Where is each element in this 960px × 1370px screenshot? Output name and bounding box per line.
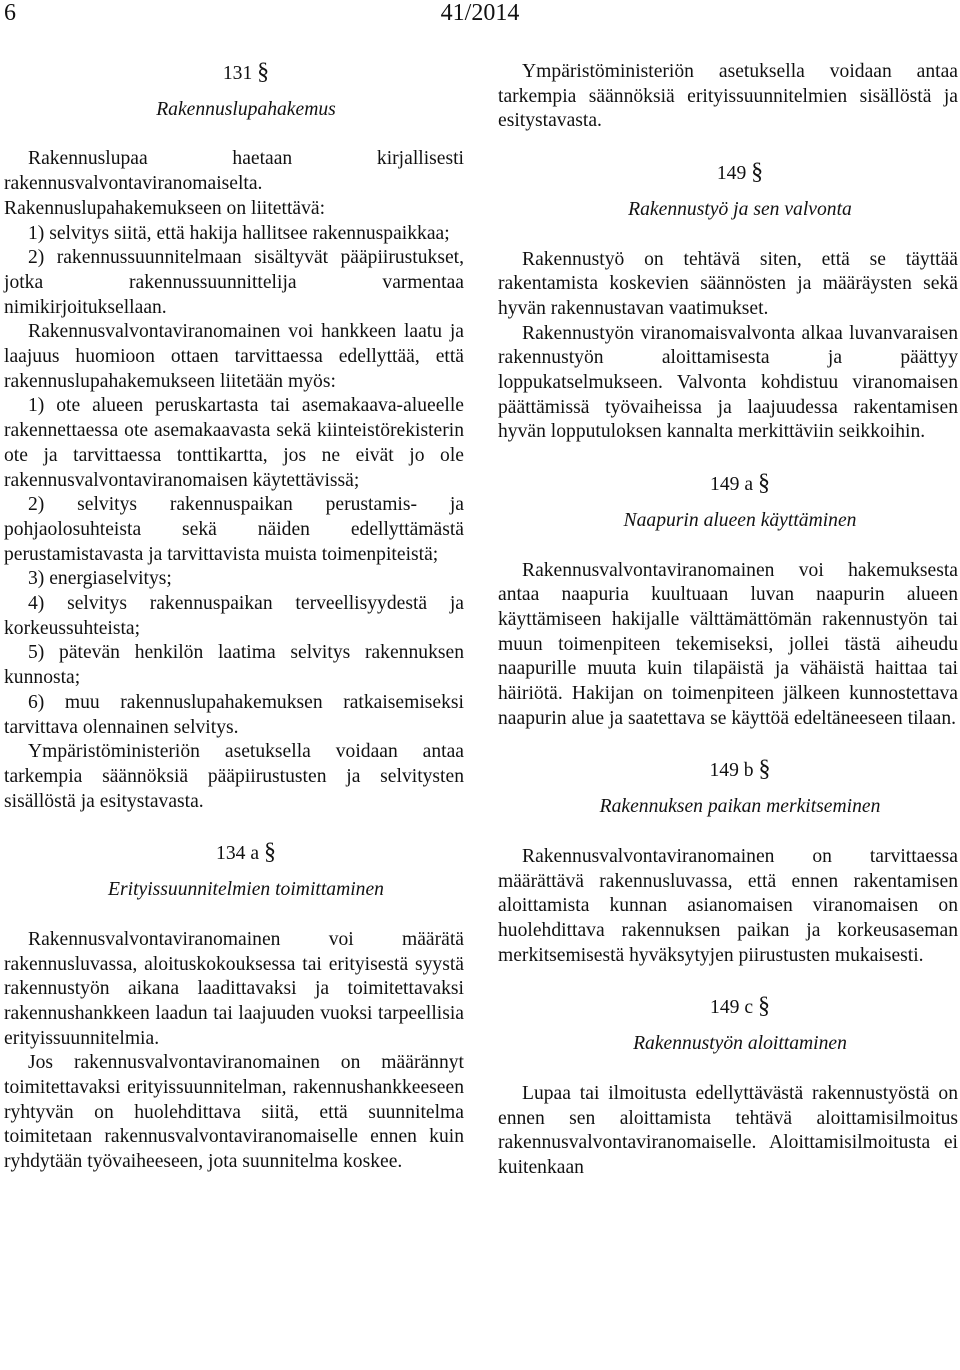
paragraph: Rakennustyön viranomaisvalvonta alkaa luvanvaraisen rakennustyön aloittamisesta ja päättyy loppukatselmukseen. Valvonta kohdistuu viranomaisen päättämissä työvaiheissa ja laajuudessa rakentamisen hyvän lopputuloksen kannalta merkittäviin seikkoihin. xyxy=(498,322,958,443)
section-number: 134 a § xyxy=(216,839,276,866)
paragraph: Rakennuslupaa haetaan kirjallisesti rakennusvalvontaviranomaiselta. Rakennuslupahakemukseen on liitettävä: xyxy=(4,148,464,219)
paragraph: Rakennustyö on tehtävä siten, että se täyttää rakentamista koskevien säännösten ja määräysten sekä hyvän rakennustavan vaatimukset. xyxy=(498,248,958,319)
section-sign-icon: § xyxy=(757,993,770,1020)
section-sign-icon: § xyxy=(263,839,276,866)
section-title: Naapurin alueen käyttäminen xyxy=(623,509,857,531)
list-item: 1) selvitys siitä, että hakija hallitsee rakennuspaikkaa; xyxy=(28,222,450,244)
paragraph: Ympäristöministeriön asetuksella voidaan antaa tarkempia säännöksiä erityissuunnitelmien sisällöstä ja esitystavasta. xyxy=(498,61,958,132)
section-title: Rakennuksen paikan merkitseminen xyxy=(599,796,881,818)
page-number: 6 xyxy=(4,0,16,26)
paragraph: Lupaa tai ilmoitusta edellyttävästä rakennustyöstä on ennen sen aloittamista tehtävä aloittamisilmoitus rakennusvalvontaviranomaiselle. Aloittamisilmoitusta ei kuitenkaan xyxy=(498,1082,958,1178)
list-item: 5) pätevän henkilön laatima selvitys rakennuksen kunnosta; xyxy=(4,642,464,689)
list-item: 4) selvitys rakennuspaikan terveellisyydestä ja korkeussuhteista; xyxy=(4,593,464,639)
section-sign-icon: § xyxy=(758,756,771,783)
paragraph: Ympäristöministeriön asetuksella voidaan antaa tarkempia säännöksiä pääpiirustusten ja selvitysten sisällöstä ja esitystavasta. xyxy=(4,741,464,812)
section-number: 149 § xyxy=(716,159,764,186)
paragraph: Rakennusvalvontaviranomainen voi hakemuksesta antaa naapuria kuultuaan luvan naapurin alueen käyttämiseen hakijalle välttämättömän rakennustyön tai muun toimenpiteen tekemiseksi, jollei tästä aiheudu naapurille muuta kuin tilapäistä ja vähäistä haittaa tai häiriötä. Hakijan on toimenpiteen jälkeen kunnostettava naapurin alue ja saatettava se käyttöä edeltäneeseen tilaan. xyxy=(498,559,958,729)
section-number: 131 § xyxy=(222,59,270,85)
page-header xyxy=(0,0,960,30)
paragraph: Rakennusvalvontaviranomainen on tarvittaessa määrättävä rakennusluvassa, että ennen rakentamisen aloittamista kunnan asianomaisen viranomaisen on huolehdittava rakennuksen paikan ja korkeusaseman merkitsemisestä hyväksytyjen piirustusten mukaisesti. xyxy=(498,845,958,966)
section-sign-icon: § xyxy=(757,470,770,497)
paragraph: Rakennusvalvontaviranomainen voi määrätä rakennusluvassa, aloituskokouksessa tai erityisestä syystä rakennustyön aikana laadittavaksi ja toimitettavaksi rakennushankkeen laadun tai laajuuden vuoksi tarpeellisia erityissuunnitelmia. xyxy=(4,928,464,1049)
paragraph: Jos rakennusvalvontaviranomainen on määrännyt toimitettavaksi erityissuunnitelman, rakennushankkeeseen ryhtyvän on huolehdittava siitä, että suunnitelma toimitetaan rakennusvalvontaviranomaiselle ennen kuin ryhdytään työvaiheeseen, jota suunnitelma koskee. xyxy=(4,1052,464,1173)
right-column xyxy=(498,60,958,1181)
section-title: Rakennustyö ja sen valvonta xyxy=(628,198,852,220)
section-sign-icon: § xyxy=(751,159,764,186)
list-item: 2) selvitys rakennuspaikan perustamis- ja pohjaolosuhteista sekä näiden edellyttämästä perustamistavasta ja tarvittavista muista toimenpiteistä; xyxy=(4,494,464,565)
list-item: 2) rakennussuunnitelmaan sisältyvät pääpiirustukset, jotka rakennussuunnittelija varmentaa nimikirjoituksellaan. xyxy=(4,247,464,318)
section-title: Rakennuslupahakemus xyxy=(156,98,336,120)
issue-number: 41/2014 xyxy=(440,0,520,26)
list-item: 3) energiaselvitys; xyxy=(28,568,172,590)
list-item: 6) muu rakennuslupahakemuksen ratkaisemiseksi tarvittava olennainen selvitys. xyxy=(4,691,464,738)
left-column xyxy=(4,60,464,1175)
section-title: Rakennustyön aloittaminen xyxy=(633,1033,847,1055)
section-number: 149 b § xyxy=(709,756,771,783)
section-title: Erityissuunnitelmien toimittaminen xyxy=(108,879,384,901)
section-number: 149 c § xyxy=(710,993,770,1020)
section-number: 149 a § xyxy=(710,470,770,497)
paragraph: Rakennusvalvontaviranomainen voi hankkeen laatu ja laajuus huomioon ottaen tarvittaessa edellyttää, että rakennuslupahakemukseen liitetään myös: xyxy=(4,321,464,392)
section-sign-icon: § xyxy=(257,59,270,85)
list-item: 1) ote alueen peruskartasta tai asemakaava-alueelle rakennettaessa ote asemakaavasta sekä kiinteistörekisterin ote ja tarvittaessa tonttikartta, jos ne eivät jo ole rakennusvalvontaviranomaisen käytettävissä; xyxy=(4,395,464,491)
